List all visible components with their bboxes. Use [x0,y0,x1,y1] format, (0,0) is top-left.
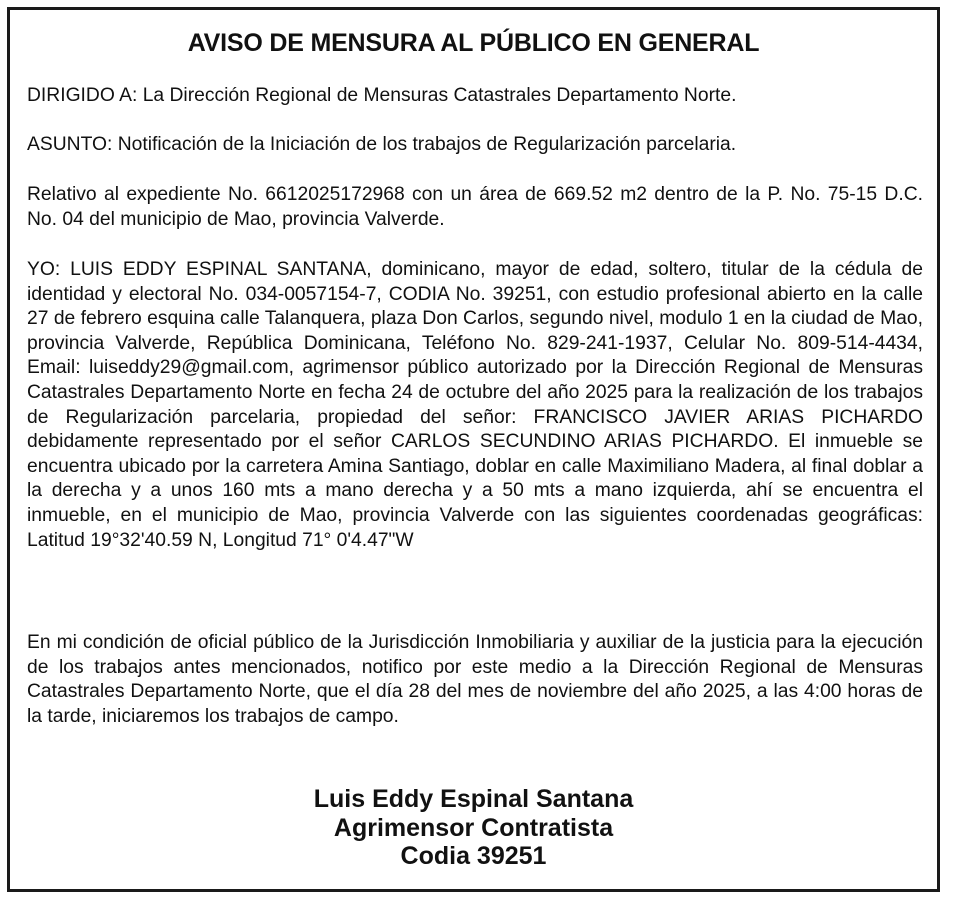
signer-codia: Codia 39251 [400,842,547,870]
signer-name: Luis Eddy Espinal Santana [313,785,634,813]
notice-frame [7,7,940,892]
notification-paragraph: En mi condición de oficial público de la Jurisdicción Inmobiliaria y auxiliar de la justicia para la ejecución de los trabajos antes mencionados, notifico por este medio a la Dirección Regional de Mensuras Catastrales Departamento Norte, que el día 28 del mes de noviembre del año 2025, a las 4:00 horas de la tarde, iniciaremos los trabajos de campo. [27,632,923,727]
notice-title: AVISO DE MENSURA AL PÚBLICO EN GENERAL [187,29,760,57]
signature-block [10,785,937,871]
subject-line: ASUNTO: Notificación de la Iniciación de los trabajos de Regularización parcelaria. [27,134,737,155]
surveyor-declaration-paragraph: YO: LUIS EDDY ESPINAL SANTANA, dominicano, mayor de edad, soltero, titular de la cédula de identidad y electoral No. 034-0057154-7, CODIA No. 39251, con estudio profesional abierto en la calle 27 de febrero esquina calle Talanquera, plaza Don Carlos, segundo nivel, modulo 1 en la ciudad de Mao, provincia Valverde, República Dominicana, Teléfono No. 829-241-1937, Celular No. 809-514-4434, Email: luiseddy29@gmail.com, agrimensor público autorizado por la Dirección Regional de Mensuras Catastrales Departamento Norte en fecha 24 de octubre del año 2025 para la realización de los trabajos de Regularización parcelaria, propiedad del señor: FRANCISCO JAVIER ARIAS PICHARDO debidamente representado por el señor CARLOS SECUNDINO ARIAS PICHARDO. El inmueble se encuentra ubicado por la carretera Amina Santiago, doblar en calle Maximiliano Madera, al final doblar a la derecha y a unos 160 mts a mano derecha y a 50 mts a mano izquierda, ahí se encuentra el inmueble, en el municipio de Mao, provincia Valverde con las siguientes coordenadas geográficas: Latitud 19°32'40.59 N, Longitud 71° 0'4.47"W [27,259,923,551]
addressee-line: DIRIGIDO A: La Dirección Regional de Mensuras Catastrales Departamento Norte. [27,85,737,106]
signer-role: Agrimensor Contratista [333,813,614,842]
file-reference-paragraph: Relativo al expediente No. 6612025172968 con un área de 669.52 m2 dentro de la P. No. 75-15 D.C. No. 04 del municipio de Mao, provincia Valverde. [27,184,923,230]
